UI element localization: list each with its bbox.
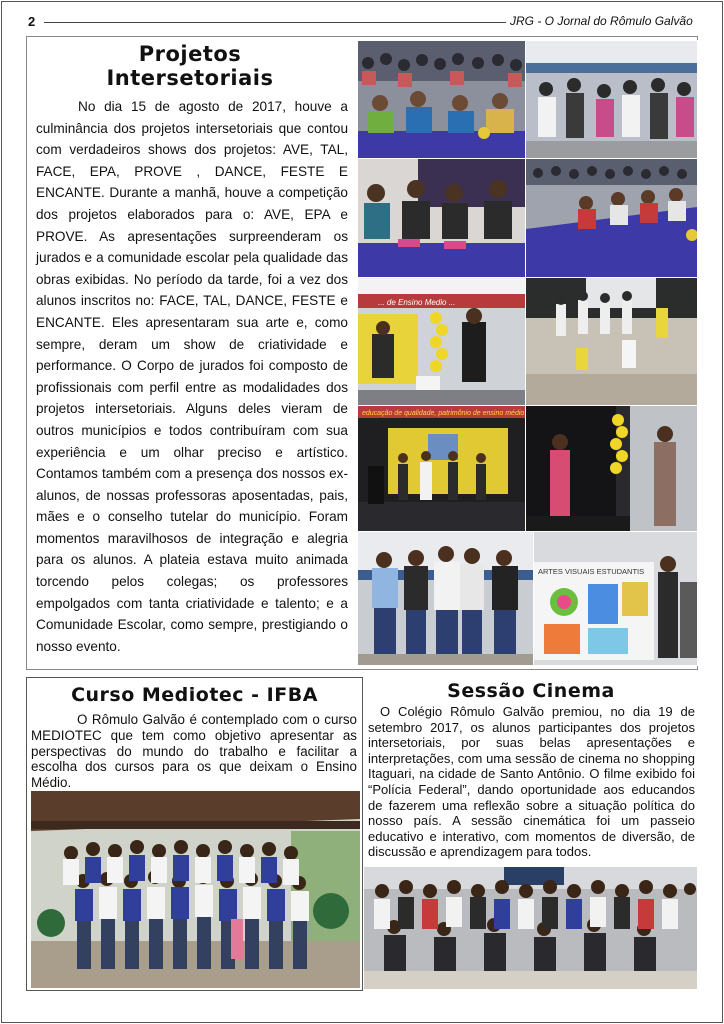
cinema-article-body: O Colégio Rômulo Galvão premiou, no dia 19 de setembro 2017, os alunos participantes dos projetos intersetoriais, por suas belas apresentações e interpretações, com uma sessão de cinema no shopping Itaguari, na cidade de Santo Antônio. O filme exibido foi “Polícia Federal”, dando oportunidade aos educandos de fazerem uma reflexão sobre a situação política do nosso país. A sessão cinemática foi um passeio educativo e interativo, com momentos de diversão, de discussão e aprendizagem para todos. (368, 704, 695, 860)
photo-audience-standing (525, 40, 698, 159)
projetos-title-line1: Projetos (138, 42, 242, 66)
photo-singers-stage (525, 405, 698, 533)
photo-jury-table (357, 40, 527, 159)
banner-quality-text: educação de qualidade, patrimônio de ensino médio (362, 410, 525, 417)
mediotec-title: Curso Mediotec - IFBA (71, 684, 318, 706)
artes-visuais-sign: ARTES VISUAIS ESTUDANTIS (538, 567, 645, 576)
projetos-article-body: No dia 15 de agosto de 2017, houve a culminância dos projetos intersetoriais que contou com verdadeiros shows dos projetos: AVE, TAL, FACE, EPA, PROVE , DANCE, FESTE E ENCANTE. Durante a manhã, houve a competição dos projetos elaborados para o: AVE, EPA e PROVE. As apresentações surpreenderam os jurados e a comunidade escolar pela qualidade das obras exibidas. No período da tarde, foi a vez dos alunos inscritos no: FACE, TAL, DANCE, FESTE e ENCANTE. Eles apresentaram sua arte e, como sempre, deram um show de criatividade e performance. O Corpo de jurados foi composto de profissionais com perfil entre as modalidades dos projetos intersetoriais. Alguns deles vieram de outros municípios e todos contribuíram com sua experiência e um olhar preciso e artístico. Contamos também com a presença dos nossos ex-alunos, de nossas professoras aposentadas, pais, mães e o conselho tutelar do município. Foram momentos maravilhosos de integração e alegria para os alunos. A plateia estava muito animada torcendo pelos colegas; os professores empolgados com tanta criatividade e talento; e a Comunidade Escolar, como sempre, prestigiando o nosso evento. (36, 99, 348, 654)
banner-school-text: ... de Ensino Medio ... (378, 298, 456, 307)
photo-jury-folders (357, 158, 527, 278)
projetos-title (30, 42, 350, 90)
photo-presenter-balloons (357, 277, 527, 407)
photo-jury-long-table (525, 158, 698, 278)
projetos-title-line2: Intersetoriais (106, 66, 274, 90)
page-number: 2 (28, 14, 36, 29)
running-head: JRG - O Jornal do Rômulo Galvão (510, 14, 693, 28)
header-rule (44, 22, 506, 23)
photo-artes-visuais-exhibit (533, 531, 698, 666)
cinema-title: Sessão Cinema (447, 680, 615, 702)
photo-group-boys (357, 531, 535, 666)
mediotec-article-body: O Rômulo Galvão é contemplado com o curso MEDIOTEC que tem como objetivo apresentar as perspectivas do mundo do trabalho e facilitar a escolha dos cursos para os que deixam o Ensino Médio. (31, 712, 357, 791)
photo-dance-patio (525, 277, 698, 407)
photo-band-stage (357, 405, 527, 533)
photo-mediotec-group (30, 790, 361, 989)
photo-cinema-group (363, 866, 698, 990)
